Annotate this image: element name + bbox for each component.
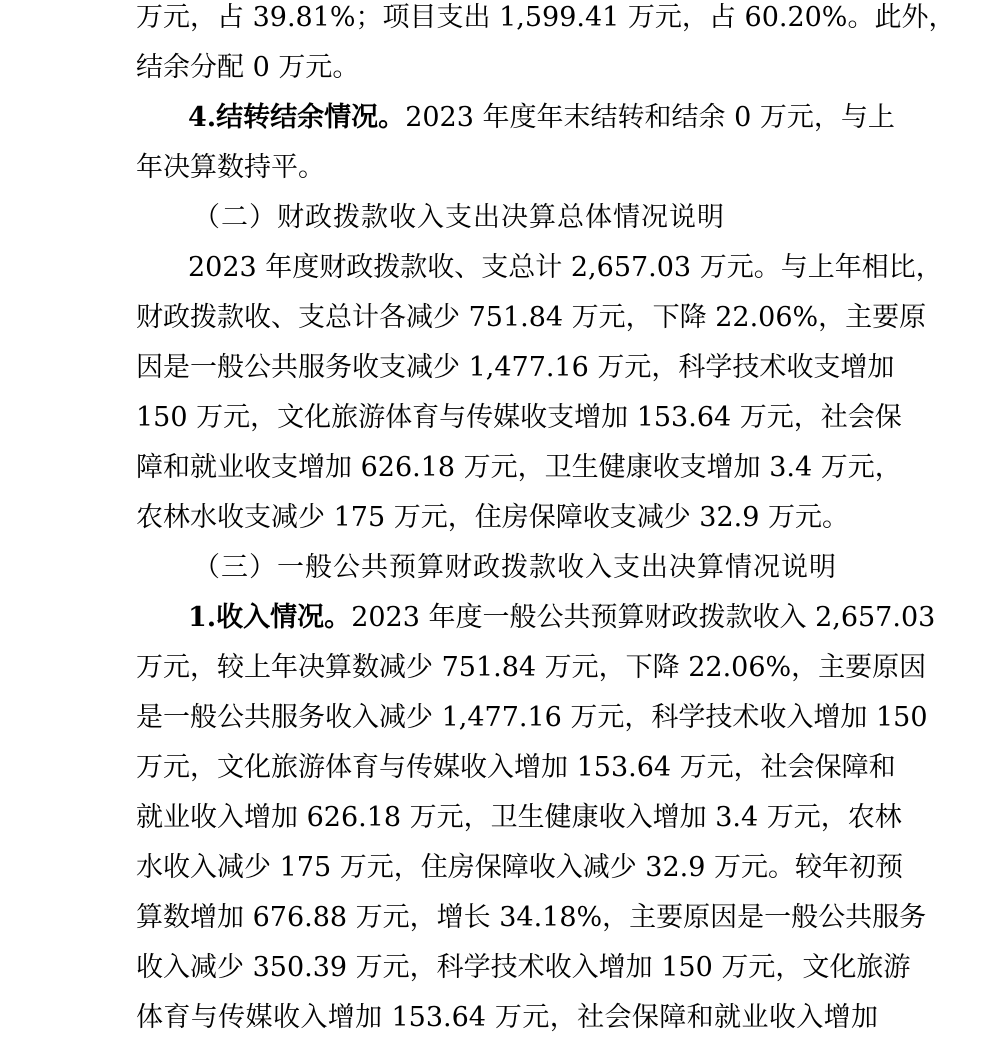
paragraph-line: 就业收入增加 626.18 万元，卫生健康收入增加 3.4 万元，农林: [136, 802, 902, 833]
section-label-carryover: 4.结转结余情况。: [188, 102, 406, 133]
paragraph-line: 万元，占 39.81%；项目支出 1,599.41 万元，占 60.20%。此外，: [136, 2, 956, 33]
paragraph-line: [188, 98, 895, 148]
paragraph-line: 算数增加 676.88 万元，增长 34.18%，主要原因是一般公共服务: [136, 902, 927, 933]
section-heading: （二）财政拨款收入支出决算总体情况说明: [193, 202, 725, 233]
paragraph-line: 体育与传媒收入增加 153.64 万元，社会保障和就业收入增加: [136, 1002, 878, 1033]
paragraph-line: 2023 年度财政拨款收、支总计 2,657.03 万元。与上年相比，: [188, 252, 943, 283]
paragraph-line: 是一般公共服务收入减少 1,477.16 万元，科学技术收入增加 150: [136, 702, 928, 733]
paragraph-text: 2023 年度年末结转和结余 0 万元，与上: [405, 102, 895, 133]
section-heading: （三）一般公共预算财政拨款收入支出决算情况说明: [193, 552, 837, 583]
paragraph-line: [188, 598, 936, 648]
paragraph-line: 水收入减少 175 万元，住房保障收入减少 32.9 万元。较年初预: [136, 852, 903, 883]
paragraph-line: 万元，文化旅游体育与传媒收入增加 153.64 万元，社会保障和: [136, 752, 896, 783]
paragraph-text: 2023 年度一般公共预算财政拨款收入 2,657.03: [351, 602, 936, 633]
section-label-income: 1.收入情况。: [188, 602, 352, 633]
paragraph-line: 收入减少 350.39 万元，科学技术收入增加 150 万元，文化旅游: [136, 952, 911, 983]
paragraph-line: 万元，较上年决算数减少 751.84 万元，下降 22.06%，主要原因: [136, 652, 927, 683]
paragraph-line: 因是一般公共服务收支减少 1,477.16 万元，科学技术收支增加: [136, 352, 895, 383]
paragraph-line: 结余分配 0 万元。: [136, 52, 360, 83]
paragraph-line: 障和就业收支增加 626.18 万元，卫生健康收支增加 3.4 万元，: [136, 452, 902, 483]
paragraph-line: 年决算数持平。: [136, 152, 325, 183]
paragraph-line: 150 万元，文化旅游体育与传媒收支增加 153.64 万元，社会保: [136, 402, 902, 433]
paragraph-line: 财政拨款收、支总计各减少 751.84 万元，下降 22.06%，主要原: [136, 302, 927, 333]
paragraph-line: 农林水收支减少 175 万元，住房保障收支减少 32.9 万元。: [136, 502, 849, 533]
